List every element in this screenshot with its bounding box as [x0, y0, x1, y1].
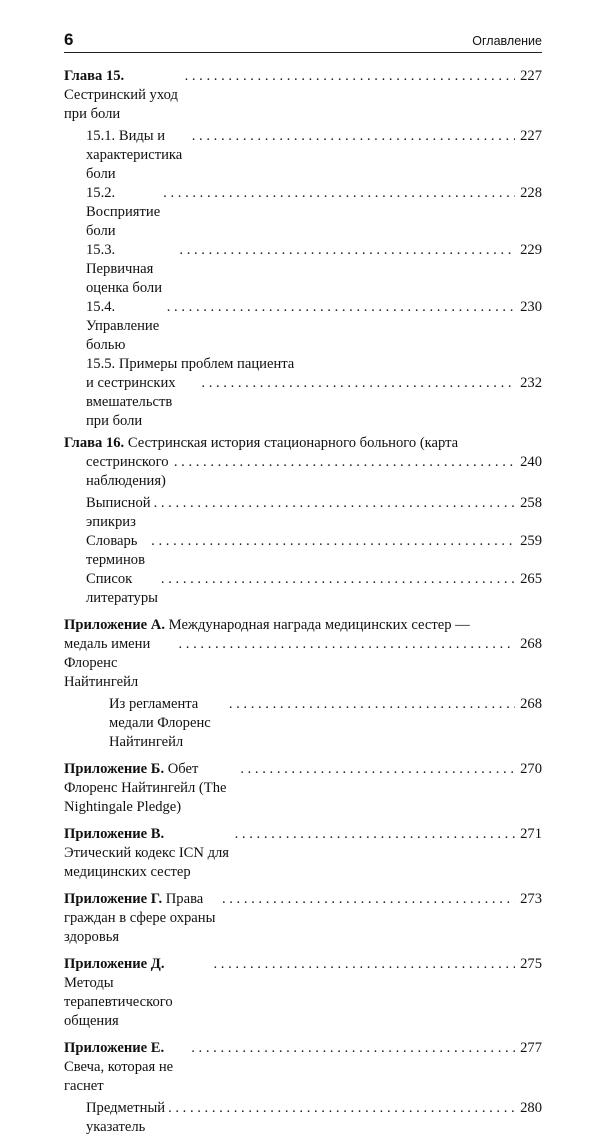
appendix-label: Приложение Е.	[64, 1040, 165, 1056]
toc-entry-appendix-e	[64, 1039, 542, 1096]
toc-entry-15-1	[64, 127, 542, 184]
entry-title: Словарь терминов	[86, 533, 145, 568]
chapter-label: Глава 16.	[64, 435, 125, 451]
leader-dots	[154, 494, 515, 513]
toc-entry-appendix-d	[64, 955, 542, 1031]
page-ref: 270	[520, 761, 542, 777]
appendix-title: Международная награда медицинских сестер —	[168, 617, 470, 633]
chapter-title-line2: сестринского наблюдения)	[86, 454, 169, 489]
leader-dots	[151, 532, 515, 551]
leader-dots	[201, 374, 515, 393]
page-ref: 265	[520, 571, 542, 587]
toc-entry-chapter-16	[64, 453, 542, 491]
toc-entry-appendix-a-sub	[64, 695, 542, 752]
page-ref: 259	[520, 533, 542, 549]
toc-entry-appendix-g	[64, 890, 542, 947]
page-ref: 229	[520, 242, 542, 258]
appendix-label: Приложение В.	[64, 826, 165, 842]
toc-entry-references	[64, 570, 542, 608]
page-ref: 258	[520, 495, 542, 511]
chapter-title: Сестринская история стационарного больного (карта	[127, 435, 459, 451]
toc-entry-appendix-b	[64, 760, 542, 817]
appendix-title: Этический кодекс ICN для медицинских сестер	[64, 845, 230, 880]
leader-dots	[163, 184, 515, 203]
appendix-title-line2: медаль имени Флоренс Найтингейл	[64, 636, 151, 690]
toc-entry-index	[64, 1099, 542, 1137]
appendix-title: Свеча, которая не гаснет	[64, 1059, 174, 1094]
toc-entry-glossary	[64, 532, 542, 570]
page-ref: 271	[520, 826, 542, 842]
toc-entry-15-4	[64, 298, 542, 355]
chapter-label: Глава 15.	[64, 68, 125, 84]
table-of-contents	[64, 67, 542, 1137]
appendix-a-line1	[64, 616, 542, 635]
appendix-title: Права граждан в сфере охраны здоровья	[64, 891, 216, 945]
leader-dots	[167, 298, 515, 317]
chapter-16-line1	[64, 434, 542, 453]
appendix-label: Приложение Д.	[64, 956, 165, 972]
leader-dots	[240, 760, 515, 779]
page-ref: 273	[520, 891, 542, 907]
appendix-label: Приложение Г.	[64, 891, 163, 907]
leader-dots	[192, 127, 515, 146]
leader-dots	[235, 825, 515, 844]
section-title-line2: и сестринских вмешательств при боли	[86, 375, 176, 429]
page-ref: 227	[520, 68, 542, 84]
section-title: 15.1. Виды и характеристика боли	[86, 128, 183, 182]
leader-dots	[229, 695, 515, 714]
leader-dots	[185, 67, 515, 86]
page-ref: 277	[520, 1040, 542, 1056]
leader-dots	[161, 570, 515, 589]
page-number: 6	[64, 30, 74, 49]
page-ref: 232	[520, 375, 542, 391]
appendix-label: Приложение А.	[64, 617, 165, 633]
page-ref: 280	[520, 1100, 542, 1116]
page-ref: 268	[520, 696, 542, 712]
toc-entry-15-5	[64, 374, 542, 431]
page-ref: 268	[520, 636, 542, 652]
running-head: Оглавление	[472, 34, 542, 48]
section-title: 15.4. Управление болью	[86, 299, 160, 353]
leader-dots	[214, 955, 516, 974]
page-ref: 275	[520, 956, 542, 972]
leader-dots	[222, 890, 515, 909]
leader-dots	[179, 635, 516, 654]
page-ref: 230	[520, 299, 542, 315]
leader-dots	[168, 1099, 515, 1118]
toc-entry-appendix-v	[64, 825, 542, 882]
entry-title: Список литературы	[86, 571, 158, 606]
appendix-title: Обет Флоренс Найтингейл (The Nightingale Pledge)	[64, 761, 227, 815]
page-header	[64, 30, 542, 53]
page-ref: 227	[520, 128, 542, 144]
leader-dots	[191, 1039, 515, 1058]
section-title: 15.3. Первичная оценка боли	[86, 242, 163, 296]
chapter-title: Сестринский уход при боли	[64, 87, 178, 122]
toc-entry-chapter-15	[64, 67, 542, 124]
page-ref: 240	[520, 454, 542, 470]
section-title: 15.2. Восприятие боли	[86, 185, 161, 239]
appendix-title: Методы терапевтического общения	[64, 975, 173, 1029]
toc-entry-appendix-a	[64, 635, 542, 692]
toc-entry-discharge	[64, 494, 542, 532]
page-ref: 228	[520, 185, 542, 201]
appendix-label: Приложение Б.	[64, 761, 165, 777]
entry-title: Из регламента медали Флоренс Найтингейл	[109, 696, 211, 750]
leader-dots	[174, 453, 515, 472]
section-title-line1: 15.5. Примеры проблем пациента	[86, 356, 295, 372]
entry-title: Предметный указатель	[86, 1100, 166, 1135]
toc-entry-15-2	[64, 184, 542, 241]
entry-title: Выписной эпикриз	[86, 495, 151, 530]
leader-dots	[179, 241, 515, 260]
toc-entry-15-3	[64, 241, 542, 298]
